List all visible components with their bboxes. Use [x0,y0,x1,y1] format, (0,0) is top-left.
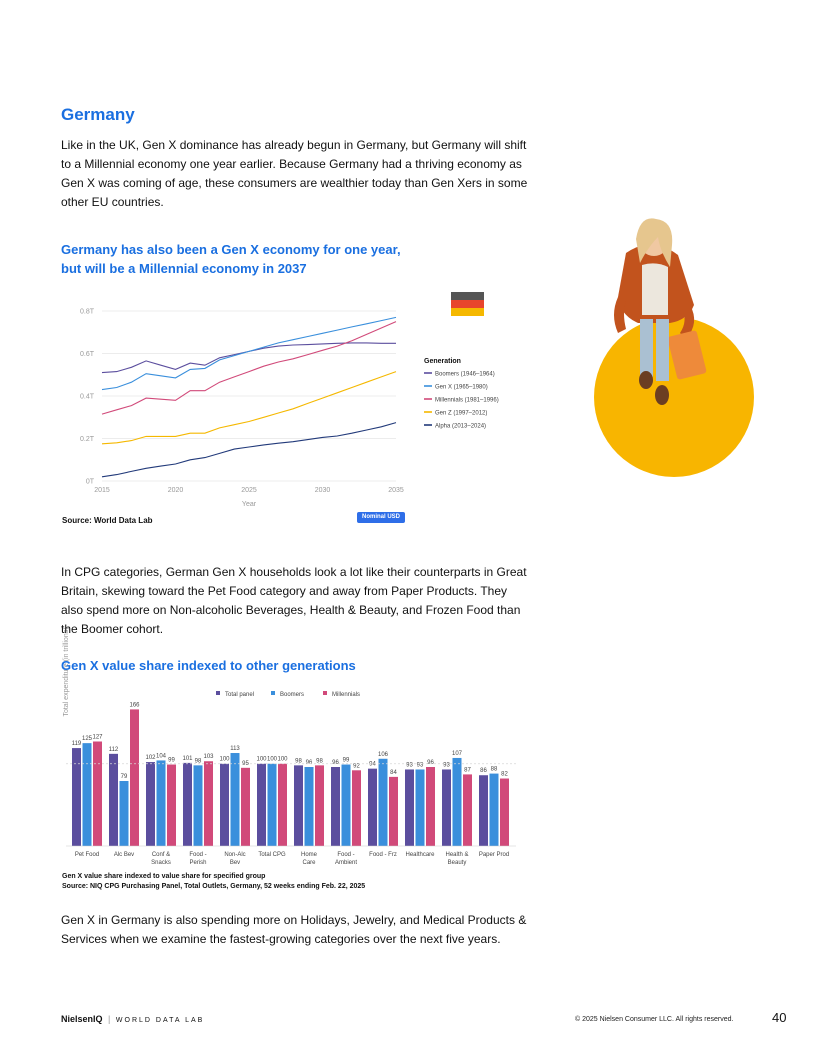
bar [257,764,266,846]
category-label: Ambient [334,860,358,866]
bar-value-label: 99 [342,757,350,764]
bar-value-label: 79 [120,773,128,780]
bar [426,767,435,846]
bar-value-label: 100 [266,756,278,763]
x-tick-label: 2030 [314,487,331,494]
category-label: Non-Alc [224,852,246,858]
bar-value-label: 92 [353,763,360,770]
bar-value-label: 84 [390,769,397,776]
category-label: Beauty [447,860,467,866]
bar-value-label: 93 [406,762,413,769]
bar [183,763,192,846]
category-label: Health & [445,852,469,858]
category-label: Conf & [151,852,171,858]
bar-value-label: 99 [168,757,175,764]
category-label: Care [302,860,316,866]
legend-swatch [216,691,220,695]
bar-value-label: 100 [256,756,267,763]
bar [294,765,303,846]
bar [130,709,139,846]
line-chart-y-ticks [80,309,95,486]
line-chart-y-label: Total expenditure (in trillions) [63,627,70,717]
bar [146,762,155,846]
bar [352,770,361,846]
bar-value-label: 127 [92,734,103,741]
bar [389,777,398,846]
bar-value-label: 82 [501,771,508,778]
legend-label: Millennials (1981–1996) [435,397,499,404]
bar [157,760,166,846]
category-label: Perish [189,860,207,866]
bar-value-label: 94 [369,761,376,768]
bar-value-label: 119 [71,741,82,748]
category-label: Healthcare [405,852,435,858]
line-chart-x-ticks [94,487,404,494]
bar [120,781,129,846]
y-tick-label: 0.6T [79,351,94,358]
line-chart-legend [424,358,499,430]
legend-label: Gen X (1965–1980) [435,384,488,391]
legend-label: Total panel [225,692,255,698]
legend-label: Boomers (1946–1964) [435,371,495,378]
bar [268,764,277,846]
category-label: Food - Frz [369,852,397,858]
bar [93,741,102,846]
bar [479,775,488,846]
intro-paragraph: Like in the UK, Gen X dominance has already begun in Germany, but Germany will shift to a Millennial economy one year earlier. Because Germany had a thriving economy as Gen X was coming of age, these consumers are wealthier today than Gen Xers in some other EU countries. [61,138,528,209]
category-label: Alc Bev [113,852,135,858]
bar-value-label: 103 [203,754,214,761]
legend-label: Millennials [332,692,361,698]
x-tick-label: 2015 [94,487,110,494]
y-tick-label: 0.2T [79,436,94,443]
bar [109,754,118,846]
line-chart-grid [102,311,396,481]
bar [167,765,176,846]
bar [315,765,324,846]
closing-paragraph: Gen X in Germany is also spending more on Holidays, Jewelry, and Medical Products & Services when we examine the fastest-growing categories over the next five years. [61,913,527,946]
line-chart-source: Source: World Data Lab [62,516,153,525]
bar-chart [0,684,560,874]
bar-value-label: 96 [427,760,434,767]
bar-chart-category-labels [75,852,509,866]
bar-value-label: 88 [490,766,498,773]
bar-value-label: 113 [230,746,240,753]
bar-value-label: 106 [377,751,389,758]
bar-value-label: 98 [194,758,202,765]
line-legend-title: Generation [424,358,461,365]
bar-value-label: 87 [464,767,471,774]
bar [83,743,92,846]
bar-value-label: 166 [129,702,140,709]
bar [379,759,388,846]
shopper-illustration [560,205,810,475]
german-flag-icon [451,292,485,316]
series-line [102,423,396,477]
legend-label: Gen Z (1997–2012) [435,410,488,417]
bar-value-label: 98 [295,758,302,765]
bar-chart-bars [66,709,516,846]
bar [368,769,377,846]
category-label: Home [300,852,318,858]
cpg-paragraph: In CPG categories, German Gen X households look a lot like their counterparts in Great Britain, skewing toward the Pet Food category and away from Paper Products. They also spend more on Non-alcoholic Beverages, Health & Beauty, and Frozen Food than the Boomer cohort. [61,565,527,636]
legend-label: Boomers [280,692,305,698]
series-line [102,343,396,373]
logo-separator: | [108,1014,111,1024]
bar [500,779,509,846]
line-chart-heading: Germany has also been a Gen X economy for one year, but will be a Millennial economy in 2037 [61,242,401,276]
world-data-lab-logo: WORLD DATA LAB [115,1017,205,1024]
category-label: Bev [229,860,241,866]
line-chart-x-label: Year [241,501,257,508]
bar-value-label: 86 [480,768,487,775]
bar-value-label: 96 [332,760,339,767]
bar-value-label: 93 [443,762,450,769]
legend-swatch [323,691,327,695]
y-tick-label: 0.8T [79,308,94,316]
y-tick-label: 0T [85,478,94,486]
bar [231,753,240,846]
bar-value-label: 101 [182,755,193,762]
bar-value-label: 125 [81,736,93,743]
bar-chart-source: Source: NIQ CPG Purchasing Panel, Total Outlets, Germany, 52 weeks ending Feb. 22, 2025 [62,883,366,890]
bar [220,764,229,846]
bar-value-label: 102 [145,755,156,762]
section-title: Germany [61,105,135,124]
bar [194,765,203,846]
bar [331,767,340,846]
copyright-text: © 2025 Nielsen Consumer LLC. All rights reserved. [575,1016,734,1023]
bar-value-label: 100 [219,756,230,763]
bar-value-label: 96 [305,760,313,767]
nominal-usd-badge: Nominal USD [357,512,405,523]
bar [342,765,351,846]
page-number: 40 [772,1010,787,1025]
legend-label: Alpha (2013–2024) [435,423,487,430]
bar-value-label: 98 [316,758,323,765]
category-label: Snacks [151,860,171,866]
bar-value-label: 95 [242,760,249,767]
legend-swatch [271,691,275,695]
bar-value-label: 93 [416,762,424,769]
bar [204,761,213,846]
category-label: Pet Food [74,852,100,858]
bar-value-label: 104 [155,753,167,760]
footer-logos [61,1014,204,1024]
x-tick-label: 2025 [241,487,257,494]
bar [463,774,472,846]
bar [241,768,250,846]
bar-chart-note: Gen X value share indexed to value share for specified group [62,873,266,880]
category-label: Food - [189,852,207,858]
x-tick-label: 2035 [388,487,404,494]
bar [442,769,451,846]
bar-value-label: 100 [277,756,288,763]
bar [405,769,414,846]
bar [416,769,425,846]
bar-value-label: 112 [108,746,119,753]
line-chart-series [102,317,396,476]
y-tick-label: 0.4T [79,393,94,401]
series-line [102,322,396,415]
category-label: Food - [337,852,355,858]
bar-value-label: 107 [451,750,463,757]
bar [278,764,287,846]
x-tick-label: 2020 [167,487,184,494]
bar [72,748,81,846]
category-label: Paper Prod [478,852,510,858]
nielseniq-logo: NielsenIQ [61,1014,103,1024]
bar [453,758,462,846]
bar-chart-legend [216,691,360,698]
bar [490,774,499,846]
bar-chart-heading: Gen X value share indexed to other generations [61,658,356,673]
category-label: Total CPG [258,852,286,858]
bar [305,767,314,846]
